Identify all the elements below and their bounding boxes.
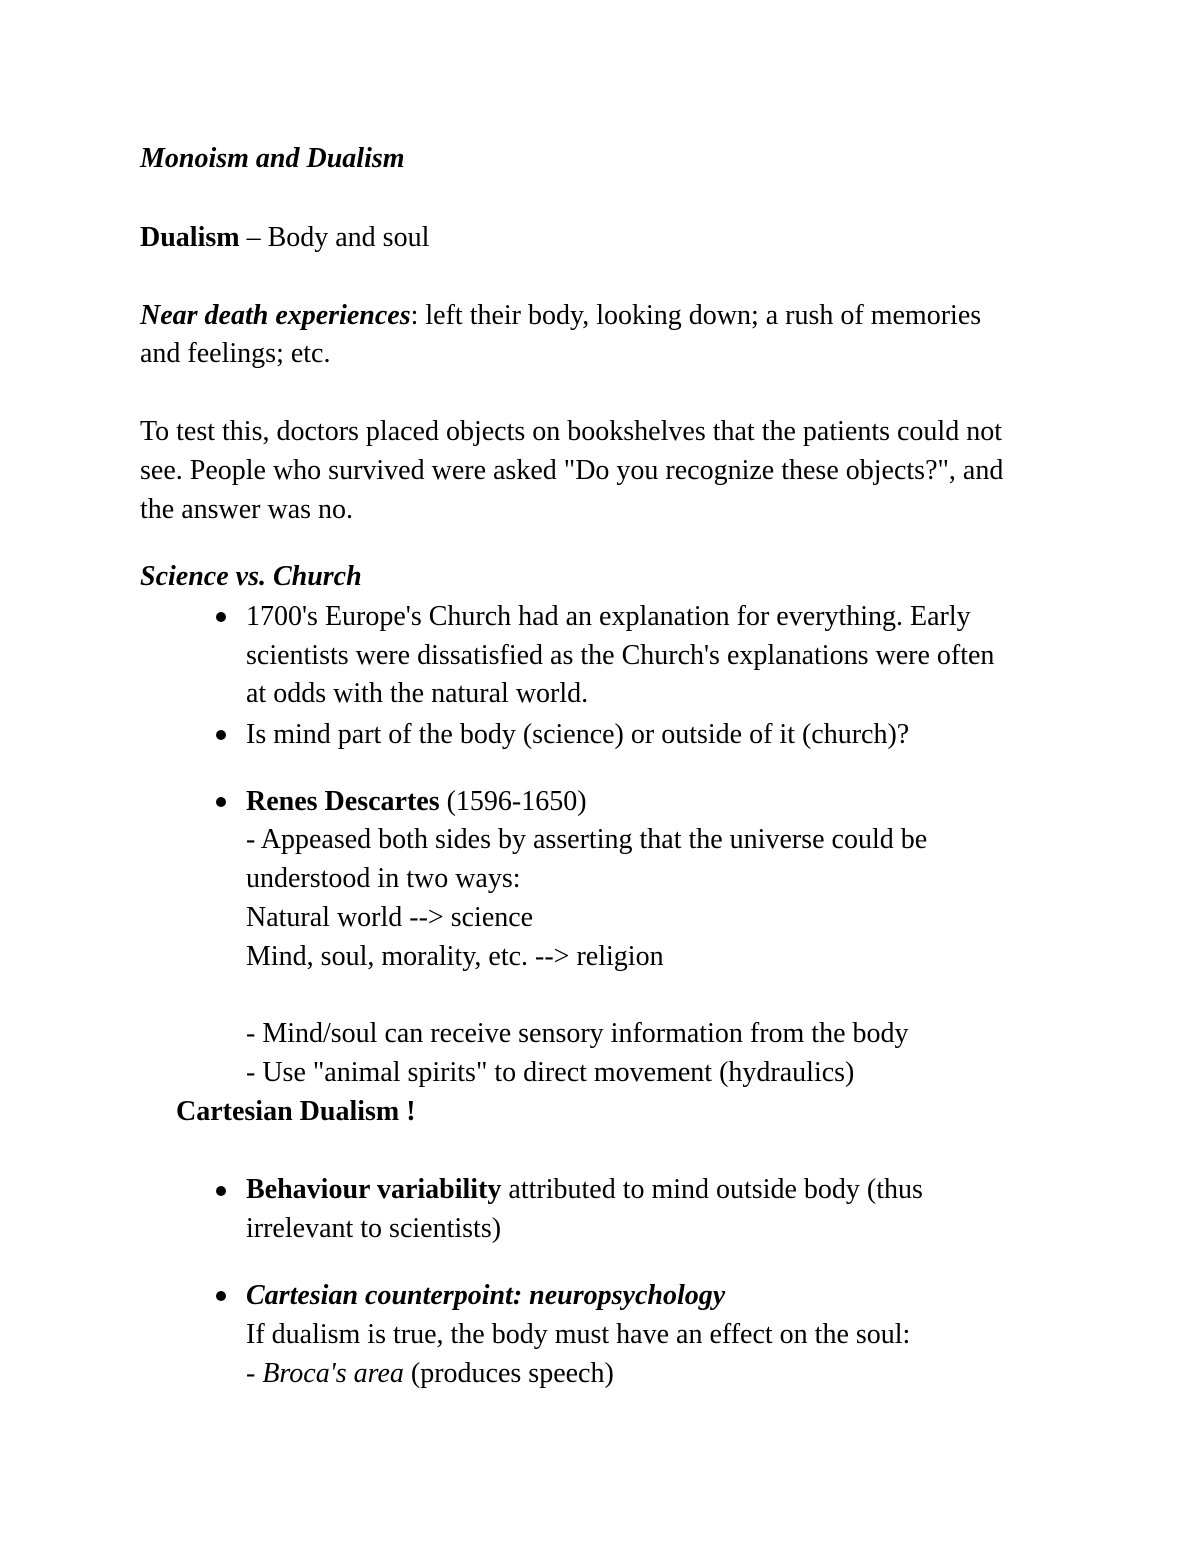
test-paragraph-line-3: the answer was no. — [140, 494, 354, 525]
counterpoint-prefix: - — [246, 1358, 263, 1389]
descartes-line-3: Natural world --> science — [246, 902, 534, 933]
counterpoint-line-2 — [246, 1354, 614, 1393]
descartes-dates: (1596-1650) — [439, 786, 587, 817]
descartes-line-2: understood in two ways: — [246, 863, 521, 894]
science-church-heading: Science vs. Church — [140, 561, 362, 592]
near-death-line-2: and feelings; etc. — [140, 338, 331, 369]
near-death-line-1 — [140, 296, 981, 335]
bullet-icon — [216, 612, 226, 622]
bullet2-line: Is mind part of the body (science) or outside of it (church)? — [246, 719, 910, 750]
descartes-line-1: - Appeased both sides by asserting that the universe could be — [246, 824, 928, 855]
document-title: Monoism and Dualism — [140, 143, 405, 174]
behaviour-line-2: irrelevant to scientists) — [246, 1213, 502, 1244]
bullet-icon — [216, 1186, 226, 1196]
dualism-line — [140, 218, 429, 257]
broca-term: Broca's area — [262, 1358, 404, 1389]
counterpoint-heading: Cartesian counterpoint: neuropsychology — [246, 1280, 726, 1311]
near-death-text-1: : left their body, looking down; a rush of memories — [410, 300, 982, 331]
descartes-name: Renes Descartes — [246, 786, 440, 817]
descartes-line-4: Mind, soul, morality, etc. --> religion — [246, 941, 664, 972]
test-paragraph-line-2: see. People who survived were asked "Do you recognize these objects?", and — [140, 455, 1004, 486]
behaviour-term: Behaviour variability — [246, 1174, 502, 1205]
bullet1-line-3: at odds with the natural world. — [246, 678, 589, 709]
descartes-line-6: - Use "animal spirits" to direct movement (hydraulics) — [246, 1057, 855, 1088]
test-paragraph-line-1: To test this, doctors placed objects on bookshelves that the patients could not — [140, 416, 1002, 447]
dualism-term: Dualism — [140, 222, 240, 253]
bullet-icon — [216, 1291, 226, 1301]
bullet-icon — [216, 797, 226, 807]
descartes-line-5: - Mind/soul can receive sensory information from the body — [246, 1018, 909, 1049]
dualism-definition: – Body and soul — [239, 222, 430, 253]
behaviour-line-1 — [246, 1170, 923, 1209]
counterpoint-suffix: (produces speech) — [403, 1358, 614, 1389]
bullet1-line-1: 1700's Europe's Church had an explanation for everything. Early — [246, 601, 971, 632]
behaviour-text-1: attributed to mind outside body (thus — [501, 1174, 923, 1205]
counterpoint-line-1: If dualism is true, the body must have an effect on the soul: — [246, 1319, 911, 1350]
bullet1-line-2: scientists were dissatisfied as the Church's explanations were often — [246, 640, 995, 671]
bullet-icon — [216, 730, 226, 740]
cartesian-dualism-heading: Cartesian Dualism ! — [176, 1096, 416, 1127]
near-death-term: Near death experiences — [140, 300, 411, 331]
descartes-line — [246, 782, 587, 821]
